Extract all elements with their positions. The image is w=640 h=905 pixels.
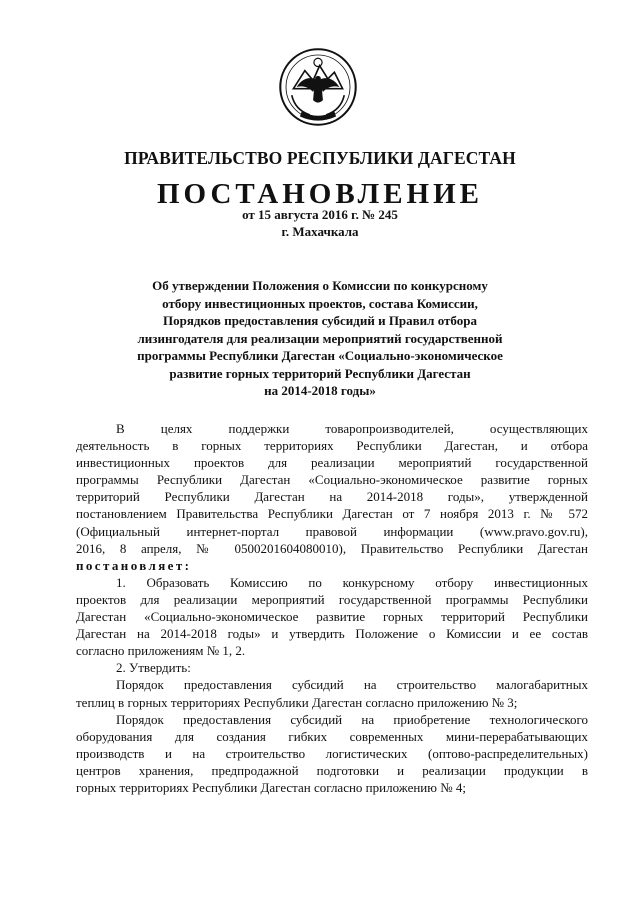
body-line: 2016, 8 апреля, № 0500201604080010), Правительство Республики Дагестан <box>76 540 588 556</box>
title-line: на 2014-2018 годы» <box>264 383 376 398</box>
document-title <box>60 277 580 400</box>
body-line: (Официальный интернет-портал правовой информации (www.pravo.gov.ru), <box>76 523 588 539</box>
document-city: г. Махачкала <box>281 224 359 239</box>
coat-of-arms-icon <box>277 46 359 128</box>
body-line: оборудования для создания гибких современных мини-перерабатывающих <box>76 728 588 744</box>
body-line: горных территориях Республики Дагестан согласно приложению № 4; <box>76 779 466 795</box>
body-line: Дагестан «Социально-экономическое развитие горных территорий Республики <box>76 609 588 625</box>
title-line: Об утверждении Положения о Комиссии по конкурсному <box>152 278 488 293</box>
body-line: инвестиционных проектов для реализации мероприятий государственной <box>76 455 588 471</box>
body-line: центров хранения, предпродажной подготовки и реализации продукции в <box>76 762 588 778</box>
body-line: теплиц в горных территориях Республики Дагестан согласно приложению № 3; <box>76 694 518 710</box>
body-line: 2. Утвердить: <box>116 660 191 676</box>
body-line: согласно приложениям № 1, 2. <box>76 643 246 659</box>
title-line: Порядков предоставления субсидий и Правил отбора <box>162 313 477 328</box>
document-body <box>76 420 588 796</box>
body-line-resolves: постановляет: <box>76 557 192 573</box>
document-date-number: от 15 августа 2016 г. № 245 <box>242 207 398 222</box>
body-line: деятельность в горных территориях Республики Дагестан, и отбора <box>76 438 588 454</box>
body-line: 1. Образовать Комиссию по конкурсному отбору инвестиционных <box>116 574 588 590</box>
body-line: Порядок предоставления субсидий на строительство малогабаритных <box>116 677 588 693</box>
body-line: Порядок предоставления субсидий на приобретение технологического <box>116 711 588 727</box>
title-line: развитие горных территорий Республики Дагестан <box>169 365 471 381</box>
body-line: В целях поддержки товаропроизводителей, осуществляющих <box>116 421 588 436</box>
body-line: программы Республики Дагестан «Социально-экономическое развитие горных <box>76 472 588 488</box>
body-line: Дагестан на 2014-2018 годы» и утвердить Положение о Комиссии и ее состав <box>76 626 588 642</box>
title-line: программы Республики Дагестан «Социально-экономическое <box>137 348 503 363</box>
body-line: постановлением Правительства Республики Дагестан от 7 ноября 2013 г. № 572 <box>76 506 588 522</box>
title-line: лизингодателя для реализации мероприятий государственной <box>137 330 503 346</box>
document-type: ПОСТАНОВЛЕНИЕ <box>156 178 483 210</box>
title-line: отбору инвестиционных проектов, состава Комиссии, <box>162 295 478 311</box>
government-name: ПРАВИТЕЛЬСТВО РЕСПУБЛИКИ ДАГЕСТАН <box>124 148 516 168</box>
body-line: территорий Республики Дагестан на 2014-2018 годы», утвержденной <box>76 489 588 505</box>
body-line: производств и на строительство логистических (оптово-распределительных) <box>76 745 588 761</box>
body-line: проектов для реализации мероприятий государственной программы Республики <box>76 591 588 607</box>
